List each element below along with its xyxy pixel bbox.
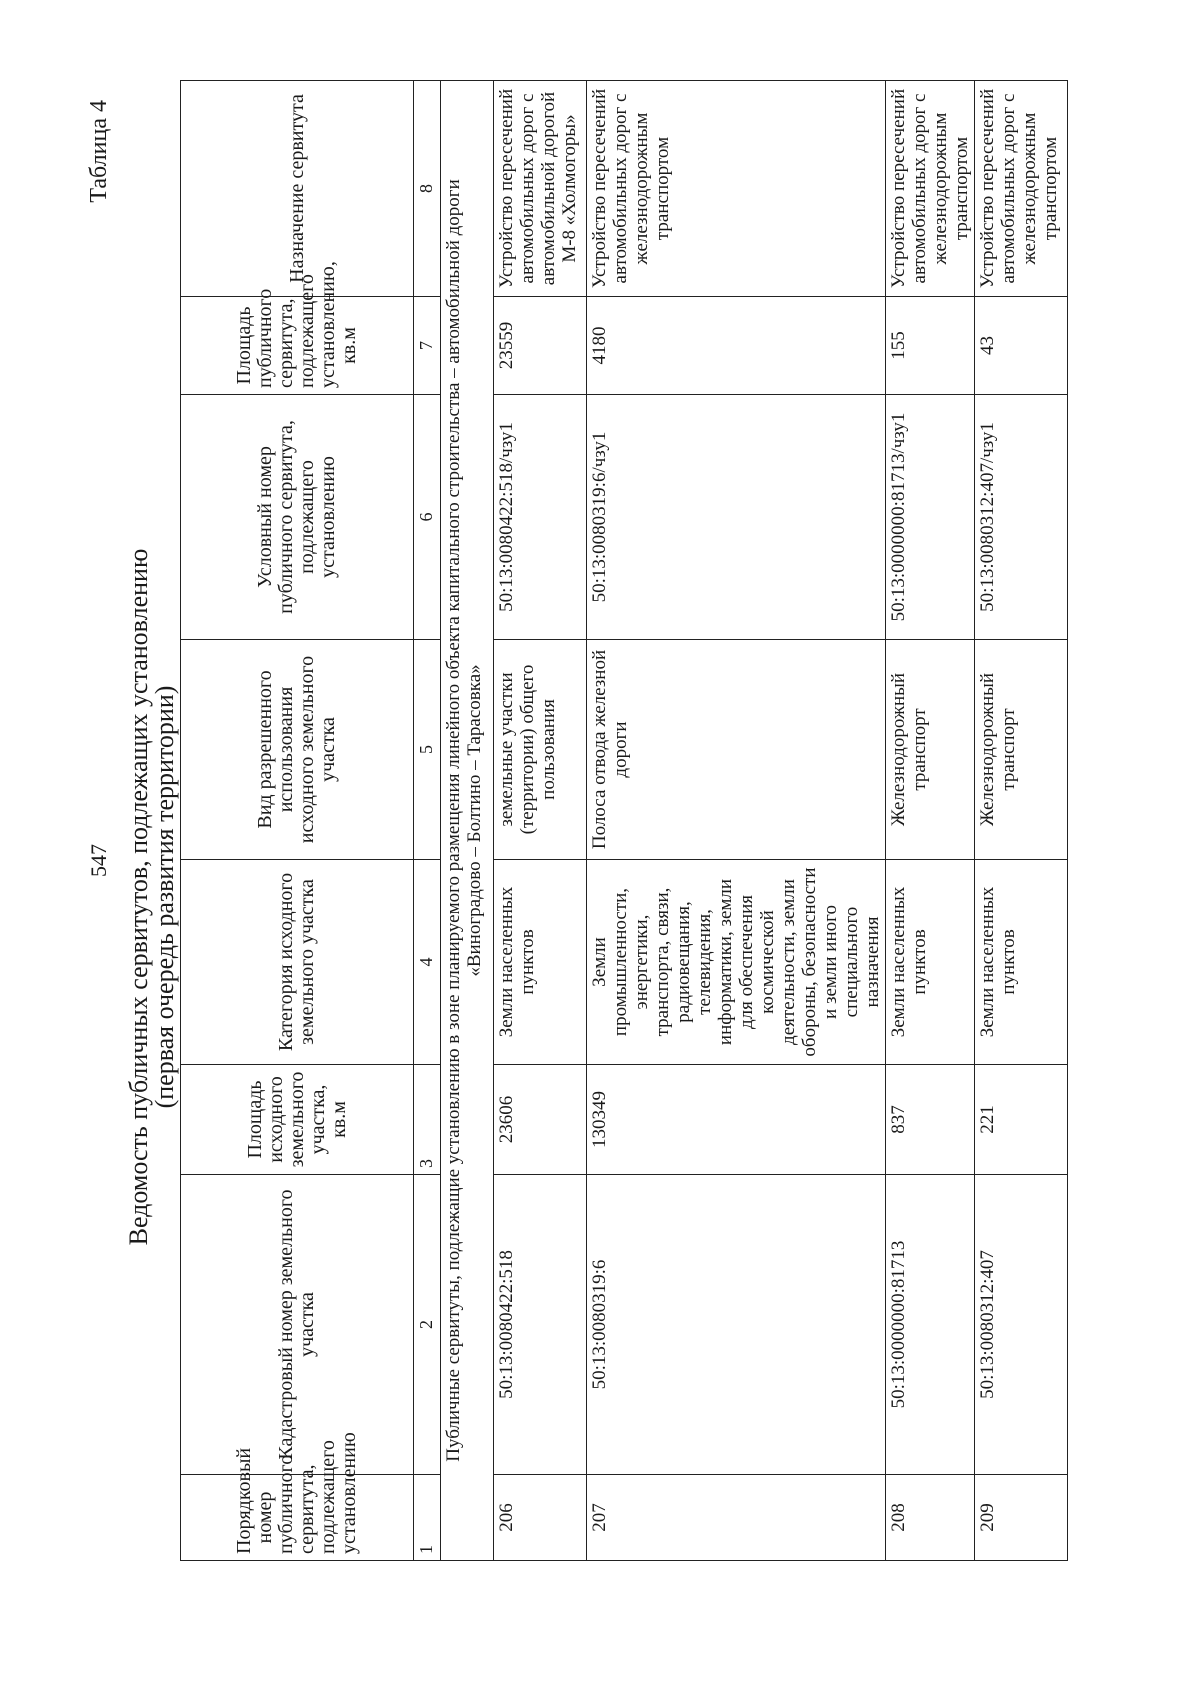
cell-area: 23606 xyxy=(494,1065,587,1175)
header-cell: Кадастровый номер земельного участка xyxy=(181,1175,414,1475)
column-number: 7 xyxy=(414,297,441,395)
cell-conditional: 50:13:0080319:6/чзу1 xyxy=(587,395,886,640)
cell-number: 207 xyxy=(587,1475,886,1561)
cell-number: 209 xyxy=(975,1475,1068,1561)
cell-category: Земли промышленности, энергетики, транспорта, связи, радиовещания, телевидения, информатики, земли для обеспечения космической деятельности, земли обороны, безопасности и земли иного специального назначения xyxy=(587,860,886,1065)
cell-conditional: 50:13:0080422:518/чзу1 xyxy=(494,395,587,640)
cell-purpose: Устройство пересечений автомобильных дорог с железнодорожным транспортом xyxy=(886,81,975,297)
header-cell: Вид разрешенного использования исходного земельного участка xyxy=(181,640,414,860)
cell-cadastral: 50:13:0080319:6 xyxy=(587,1175,886,1475)
column-number: 3 xyxy=(414,1065,441,1175)
servitude-table xyxy=(180,80,1068,1561)
cell-cadastral: 50:13:0080422:518 xyxy=(494,1175,587,1475)
cell-number: 208 xyxy=(886,1475,975,1561)
header-cell: Условный номер публичного сервитута, подлежащего установлению xyxy=(181,395,414,640)
header-cell: Назначение сервитута xyxy=(181,81,414,297)
cell-servitude-area: 23559 xyxy=(494,297,587,395)
cell-conditional: 50:13:0080312:407/чзу1 xyxy=(975,395,1068,640)
cell-area: 221 xyxy=(975,1065,1068,1175)
cell-cadastral: 50:13:0080312:407 xyxy=(975,1175,1068,1475)
table-row xyxy=(587,81,886,1561)
page-number: 547 xyxy=(86,844,111,877)
cell-cadastral: 50:13:0000000:81713 xyxy=(886,1175,975,1475)
document-title: Ведомость публичных сервитутов, подлежащих установлению xyxy=(124,548,153,1246)
cell-use: Железнодорожный транспорт xyxy=(975,640,1068,860)
column-number: 1 xyxy=(414,1475,441,1561)
cell-category: Земли населенных пунктов xyxy=(494,860,587,1065)
column-number: 2 xyxy=(414,1175,441,1475)
table-row xyxy=(886,81,975,1561)
cell-area: 130349 xyxy=(587,1065,886,1175)
cell-area: 837 xyxy=(886,1065,975,1175)
cell-conditional: 50:13:0000000:81713/чзу1 xyxy=(886,395,975,640)
section-row xyxy=(441,81,494,1561)
column-number: 4 xyxy=(414,860,441,1065)
cell-purpose: Устройство пересечений автомобильных дорог с железнодорожным транспортом xyxy=(975,81,1068,297)
section-heading-line2: «Виноградово – Болтино – Тарасовка» xyxy=(464,664,485,977)
cell-purpose: Устройство пересечений автомобильных дорог с железнодорожным транспортом xyxy=(587,81,886,297)
header-cell: Площадь исходного земельного участка, кв.м xyxy=(181,1065,414,1175)
cell-purpose: Устройство пересечений автомобильных дорог с автомобильной дорогой М-8 «Холмогоры» xyxy=(494,81,587,297)
cell-use: земельные участки (территории) общего пользования xyxy=(494,640,587,860)
column-number-row xyxy=(414,81,441,1561)
document-subtitle: (первая очередь развития территории) xyxy=(150,685,179,1109)
cell-servitude-area: 43 xyxy=(975,297,1068,395)
cell-servitude-area: 4180 xyxy=(587,297,886,395)
cell-use: Полоса отвода железной дороги xyxy=(587,640,886,860)
header-cell: Категория исходного земельного участка xyxy=(181,860,414,1065)
column-number: 5 xyxy=(414,640,441,860)
cell-category: Земли населенных пунктов xyxy=(886,860,975,1065)
section-heading-line1: Публичные сервитуты, подлежащие установлению в зоне планируемого размещения линейного объекта капитального строительства – автомобильной дороги xyxy=(443,179,464,1462)
cell-use: Железнодорожный транспорт xyxy=(886,640,975,860)
cell-category: Земли населенных пунктов xyxy=(975,860,1068,1065)
table-caption: Таблица 4 xyxy=(86,100,112,203)
header-cell: Порядковый номер публичного сервитута, подлежащего установлению xyxy=(181,1475,414,1561)
header-row xyxy=(181,81,414,1561)
cell-servitude-area: 155 xyxy=(886,297,975,395)
table-row xyxy=(975,81,1068,1561)
cell-number: 206 xyxy=(494,1475,587,1561)
column-number: 6 xyxy=(414,395,441,640)
column-number: 8 xyxy=(414,81,441,297)
section-heading xyxy=(441,81,494,1561)
header-cell: Площадь публичного сервитута, подлежащего установлению, кв.м xyxy=(181,297,414,395)
table-row xyxy=(494,81,587,1561)
